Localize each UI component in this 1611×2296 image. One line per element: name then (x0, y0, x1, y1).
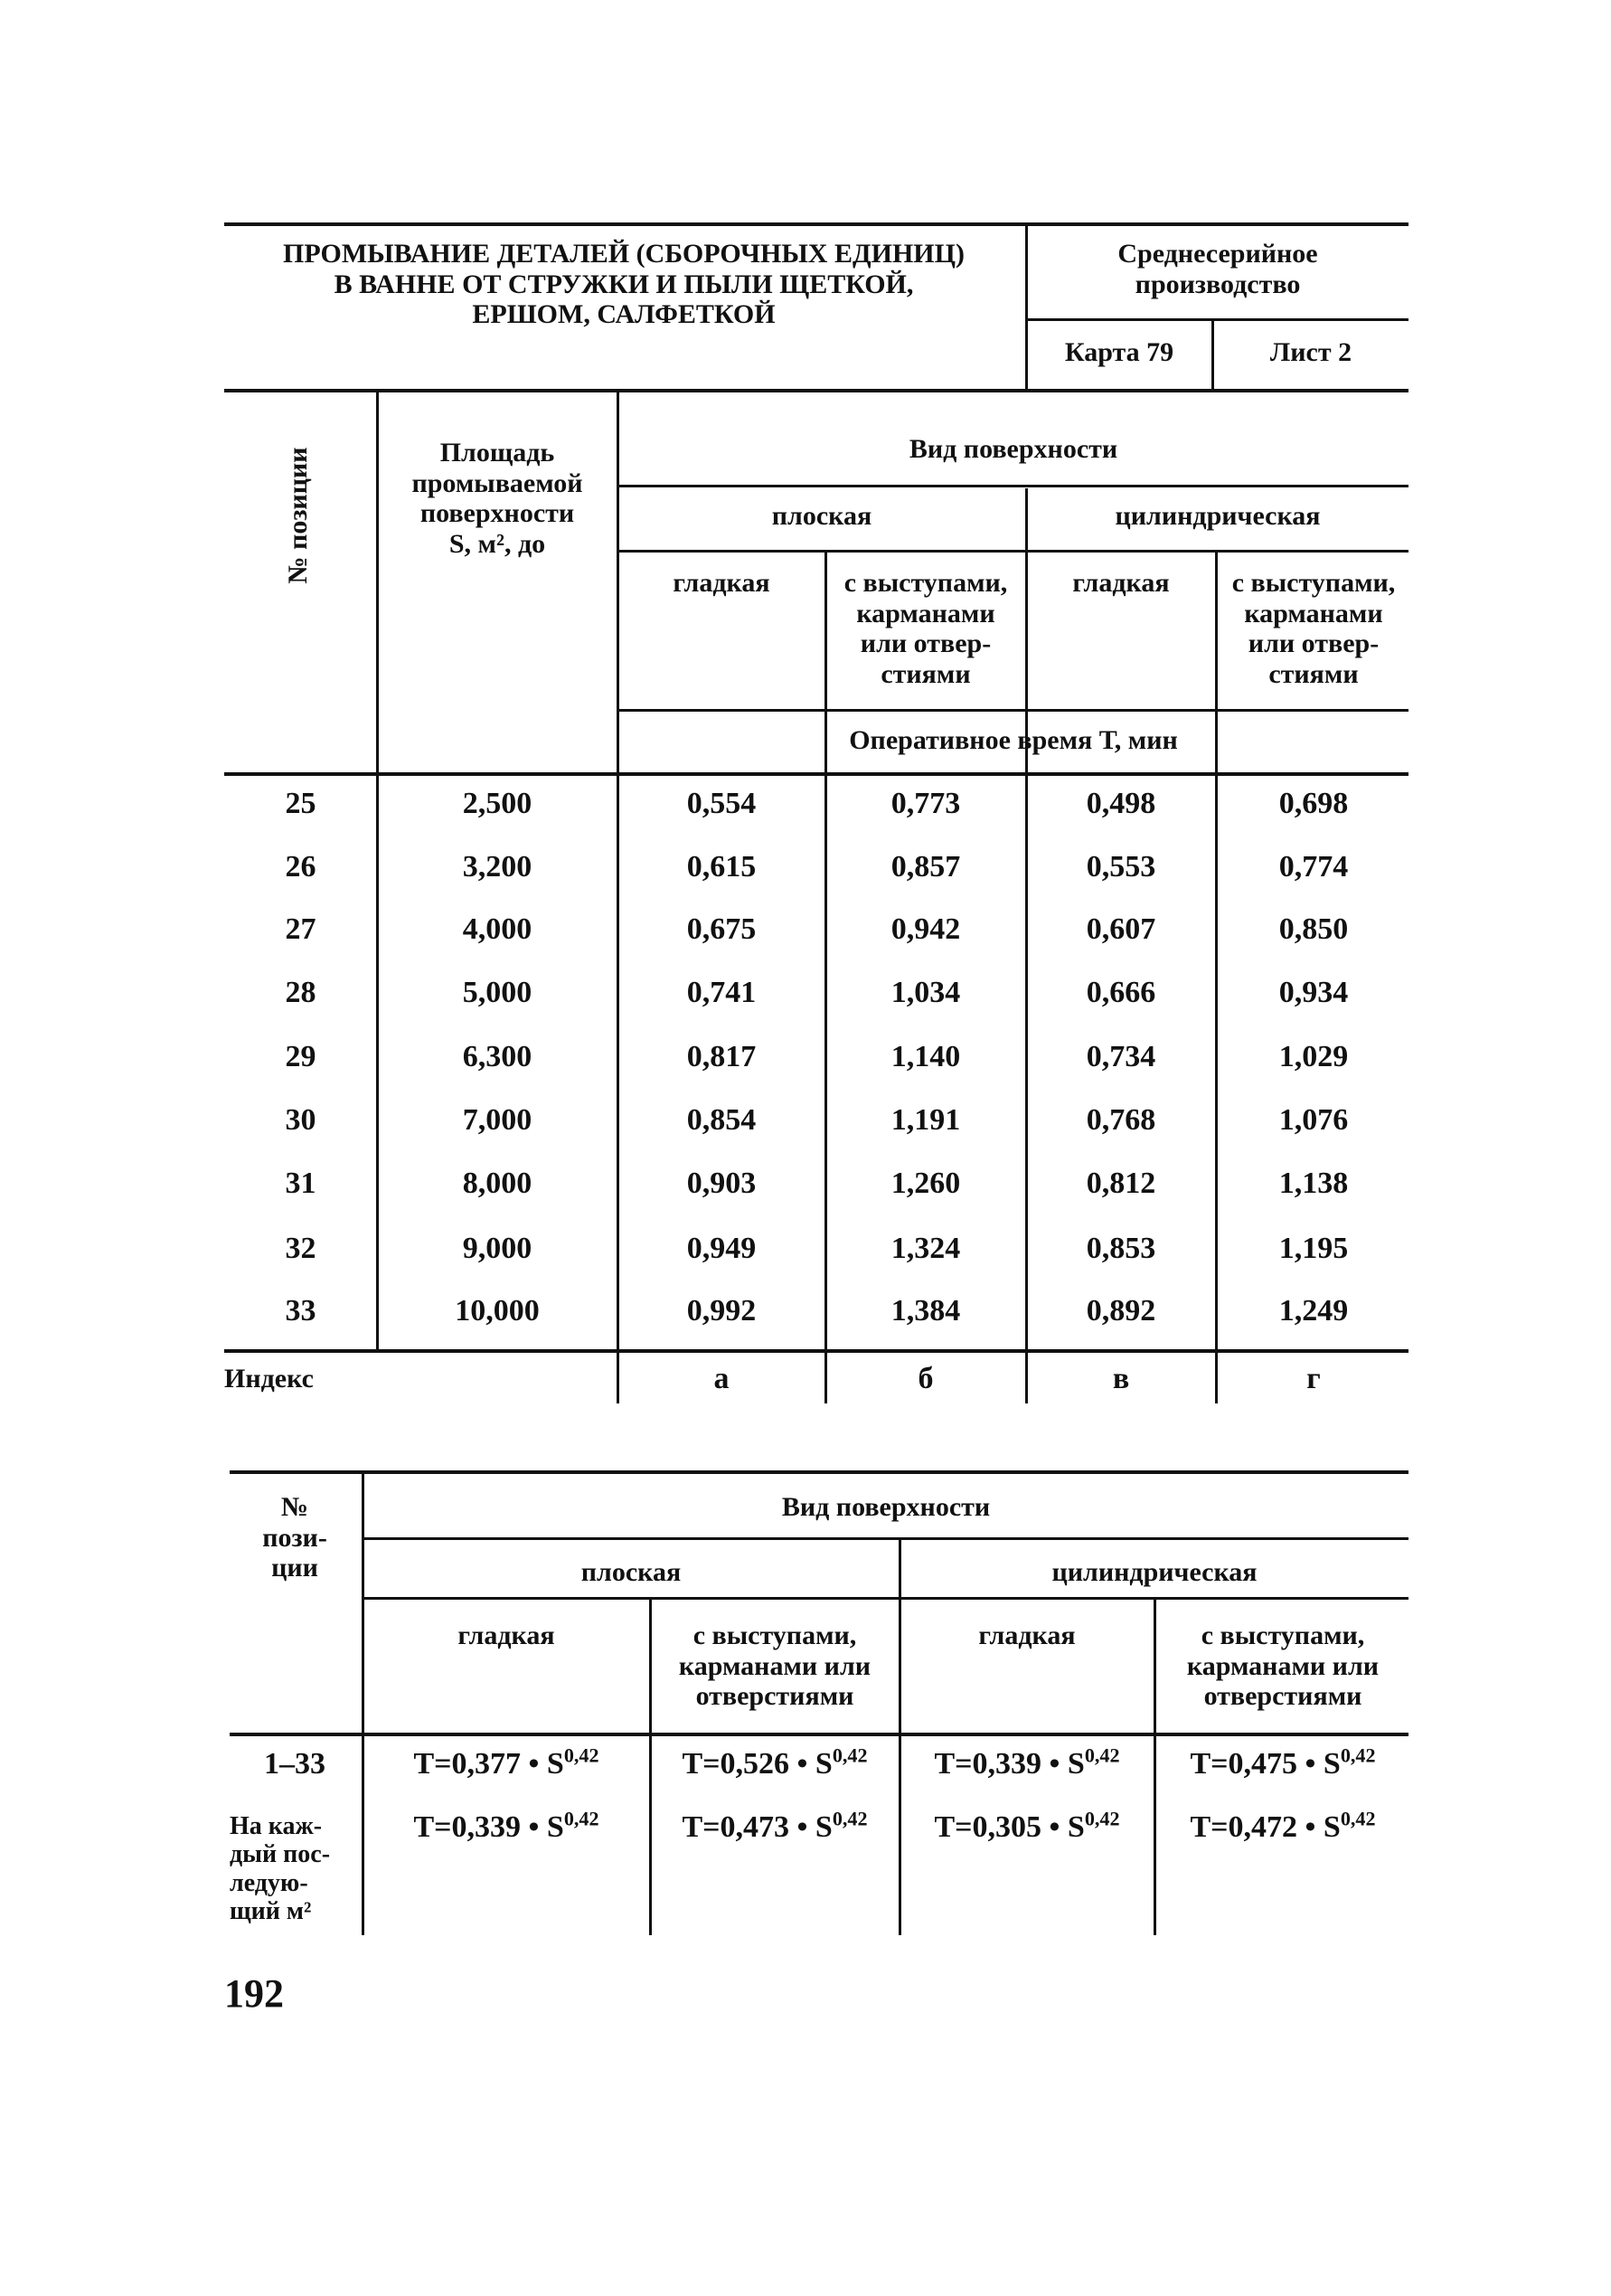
cylindrical-header-2: цилиндрическая (1051, 1557, 1258, 1587)
row2-position: На каж- дый пос- ледую- щий м² (230, 1812, 331, 1926)
operative-time-header: Оперативное время Т, мин (849, 725, 1178, 755)
formula-cell: Т=0,377 • S$^{0,42}$ (413, 1743, 599, 1781)
flat-header: плоская (771, 501, 872, 531)
document-title (226, 239, 1022, 330)
index-a: а (713, 1362, 730, 1395)
cyl-features-header: с выступами, карманами или отвер- стиями (1231, 568, 1396, 689)
formula-cell: Т=0,473 • S$^{0,42}$ (682, 1807, 868, 1844)
flat-smooth-header: гладкая (673, 568, 770, 598)
sheet-number: Лист 2 (1269, 337, 1352, 367)
position-number-header: № позиции (283, 447, 313, 584)
title-line-1: ПРОМЫВАНИЕ ДЕТАЛЕЙ (СБОРОЧНЫХ ЕДИНИЦ) (283, 239, 965, 269)
cylindrical-header: цилиндрическая (1115, 501, 1321, 531)
area-header: Площадь промываемой поверхности S, м², до (411, 438, 583, 559)
formula-cell: Т=0,472 • S$^{0,42}$ (1190, 1807, 1376, 1844)
flat-header-2: плоская (580, 1557, 682, 1587)
cyl-features-header-2: с выступами, карманами или отверстиями (1186, 1620, 1380, 1712)
formula-cell: Т=0,305 • S$^{0,42}$ (934, 1807, 1120, 1844)
index-c: в (1112, 1362, 1130, 1395)
index-b: б (918, 1362, 934, 1395)
production-line-2: производство (1135, 269, 1301, 299)
formula-cell: Т=0,339 • S$^{0,42}$ (413, 1807, 599, 1844)
formula-cell: Т=0,475 • S$^{0,42}$ (1190, 1743, 1376, 1781)
production-line-1: Среднесерийное (1117, 239, 1318, 269)
index-label: Индекс (224, 1364, 314, 1394)
cyl-smooth-header: гладкая (1072, 568, 1170, 598)
position-header: № пози- ции (262, 1492, 327, 1583)
formula-cell: Т=0,339 • S$^{0,42}$ (934, 1743, 1120, 1781)
cyl-smooth-header-2: гладкая (978, 1620, 1076, 1650)
index-d: г (1306, 1362, 1321, 1395)
formula-cell: Т=0,526 • S$^{0,42}$ (682, 1743, 868, 1781)
surface-type-header-2: Вид поверхности (781, 1492, 991, 1522)
production-type (1029, 239, 1407, 299)
title-line-2: В ВАННЕ ОТ СТРУЖКИ И ПЫЛИ ЩЕТКОЙ, (334, 269, 914, 299)
row1-position: 1–33 (264, 1747, 325, 1781)
flat-smooth-header-2: гладкая (457, 1620, 555, 1650)
page-number: 192 (224, 1971, 284, 2016)
card-number: Карта 79 (1064, 337, 1174, 367)
title-line-3: ЕРШОМ, САЛФЕТКОЙ (472, 299, 776, 330)
flat-features-header-2: с выступами, карманами или отверстиями (678, 1620, 871, 1712)
flat-features-header: с выступами, карманами или отвер- стиями (843, 568, 1008, 689)
surface-type-header: Вид поверхности (909, 434, 1118, 464)
